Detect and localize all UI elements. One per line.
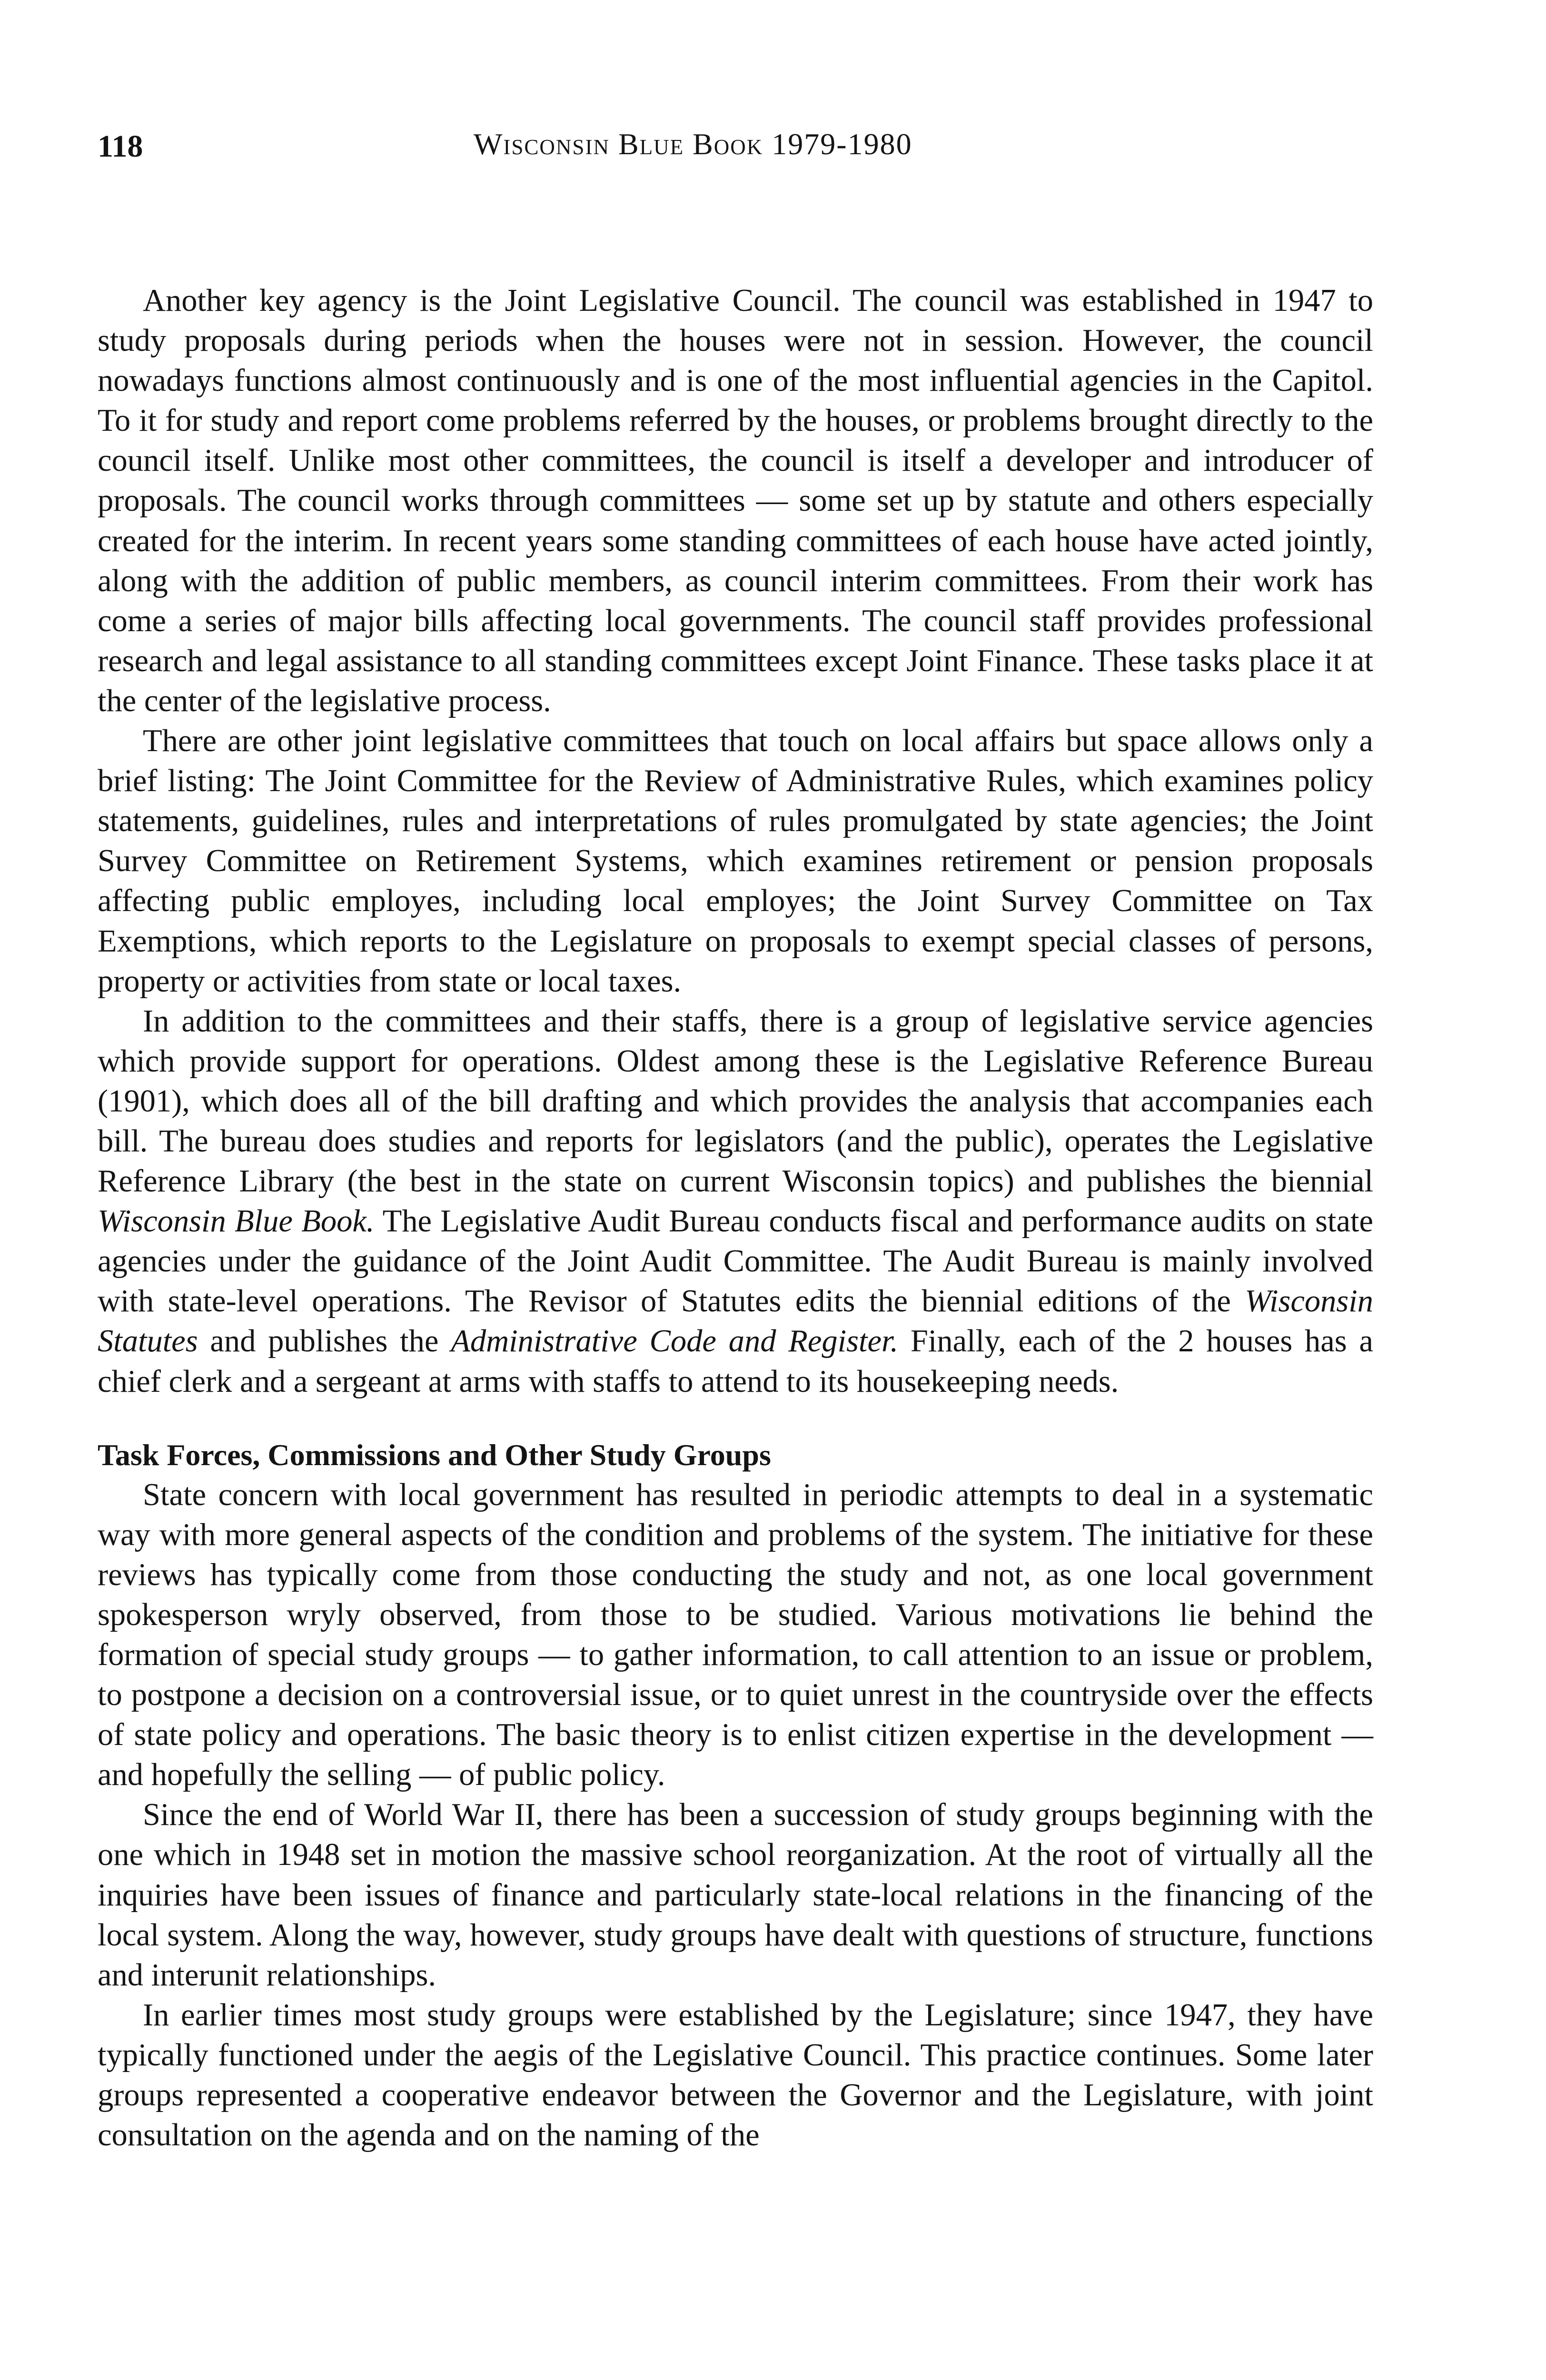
page-number: 118 <box>98 129 143 164</box>
section-heading: Task Forces, Commissions and Other Study Groups <box>98 1438 771 1472</box>
italic-title-statutes: Wisconsin Statutes <box>98 1284 1373 1359</box>
paragraph-text: and publishes the <box>198 1324 451 1359</box>
paragraph-state-concern: State concern with local government has resulted in periodic attempts to deal in a systematic way with more general aspects of the condition and problems of the system. The initiative for these reviews has typically come from those conducting the study and not, as one local government spokesperson wryly observed, from those to be studied. Various motivations lie behind the formation of special study groups — to gather information, to call attention to an issue or problem, to postpone a decision on a controversial issue, or to quiet unrest in the countryside over the effects of state policy and operations. The basic theory is to enlist citizen expertise in the development — and hopefully the selling — of public policy. <box>98 1477 1373 1793</box>
italic-title-admin-code: Administrative Code and Register. <box>451 1324 899 1359</box>
body-text <box>98 281 1373 2155</box>
document-page <box>98 119 1373 2155</box>
paragraph-joint-legislative-council: Another key agency is the Joint Legislative Council. The council was established in 1947 to study proposals during periods when the houses were not in session. However, the council nowadays functions almost continuously and is one of the most influential agencies in the Capitol. To it for study and report come problems referred by the houses, or problems brought directly to the council itself. Unlike most other committees, the council is itself a developer and introducer of proposals. The council works through committees — some set up by statute and others especially created for the interim. In recent years some standing committees of each house have acted jointly, along with the addition of public members, as council interim committees. From their work has come a series of major bills affecting local governments. The council staff provides professional research and legal assistance to all standing committees except Joint Finance. These tasks place it at the center of the legislative process. <box>98 283 1373 718</box>
paragraph-text: The Legislative Audit Bureau conducts fiscal and performance audits on state agencies under the guidance of the Joint Audit Committee. The Audit Bureau is mainly involved with state-level operations. The Revisor of Statutes edits the biennial editions of the <box>98 1204 1374 1319</box>
paragraph-world-war-ii: Since the end of World War II, there has been a succession of study groups beginning with the one which in 1948 set in motion the massive school reorganization. At the root of virtually all the inquiries have been issues of finance and particularly state-local relations in the financing of the local system. Along the way, however, study groups have dealt with questions of structure, functions and interunit relationships. <box>98 1797 1373 1993</box>
paragraph-earlier-times: In earlier times most study groups were established by the Legislature; since 1947, they have typically functioned under the aegis of the Legislative Council. This practice continues. Some later groups represented a cooperative endeavor between the Governor and the Legislature, with joint consultation on the agenda and on the naming of the <box>98 1997 1373 2153</box>
italic-title-blue-book: Wisconsin Blue Book. <box>98 1204 375 1239</box>
paragraph-text: Finally, each of the 2 houses has a chief clerk and a sergeant at arms with staffs to attend to its housekeeping needs. <box>98 1324 1373 1399</box>
running-header <box>98 119 1373 171</box>
running-header-title: Wisconsin Blue Book 1979-1980 <box>474 127 912 161</box>
paragraph-text: In addition to the committees and their staffs, there is a group of legislative service agencies which provide support for operations. Oldest among these is the Legislative Reference Bureau (1901), which does all of the bill drafting and which provides the analysis that accompanies each bill. The bureau does studies and reports for legislators (and the public), operates the Legislative Reference Library (the best in the state on current Wisconsin topics) and publishes the biennial <box>98 1003 1373 1199</box>
paragraph-service-agencies <box>98 1002 1373 1402</box>
paragraph-joint-committees: There are other joint legislative committees that touch on local affairs but space allows only a brief listing: The Joint Committee for the Review of Administrative Rules, which examines policy statements, guidelines, rules and interpretations of rules promulgated by state agencies; the Joint Survey Committee on Retirement Systems, which examines retirement or pension proposals affecting public employes, including local employes; the Joint Survey Committee on Tax Exemptions, which reports to the Legislature on proposals to exempt special classes of persons, property or activities from state or local taxes. <box>98 724 1373 999</box>
